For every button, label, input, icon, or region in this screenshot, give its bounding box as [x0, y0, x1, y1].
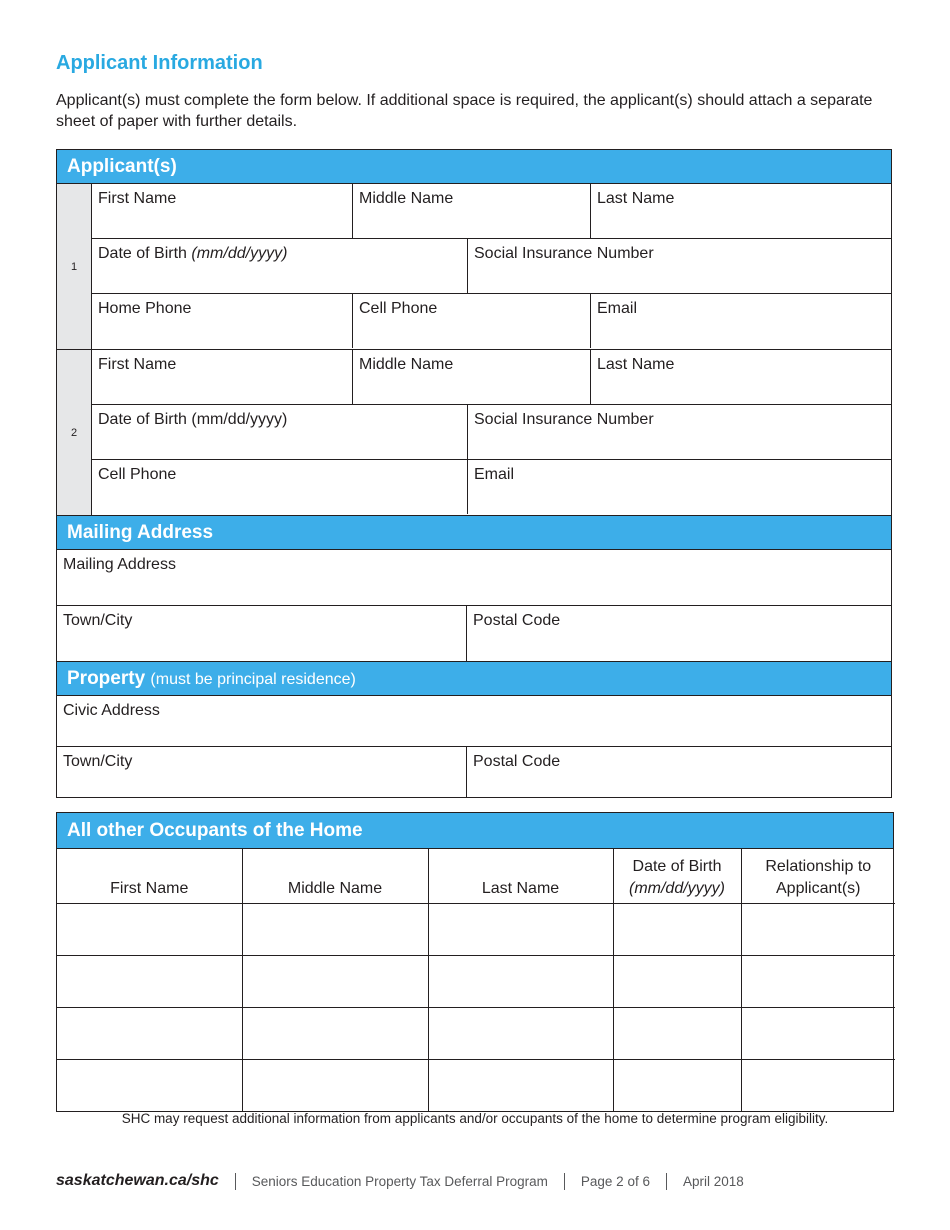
- occupant-middle-name-cell[interactable]: [242, 955, 428, 1007]
- table-row: [57, 1059, 895, 1111]
- occupant-middle-name-cell[interactable]: [242, 1007, 428, 1059]
- occupant-relationship-cell[interactable]: [741, 903, 895, 955]
- mailing-postal-code-field[interactable]: Postal Code: [473, 612, 561, 629]
- col-relationship: Relationship to Applicant(s): [741, 849, 895, 903]
- applicant-group-2: [57, 350, 891, 516]
- middle-name-field[interactable]: Middle Name: [353, 184, 591, 238]
- occupant-dob-cell[interactable]: [613, 903, 741, 955]
- occupant-first-name-cell[interactable]: [57, 903, 242, 955]
- footer-page-number: Page 2 of 6: [580, 1173, 650, 1189]
- occupant-last-name-cell[interactable]: [428, 903, 613, 955]
- cell-phone-field[interactable]: Cell Phone: [92, 460, 468, 514]
- date-of-birth-field[interactable]: Date of Birth (mm/dd/yyyy): [92, 239, 468, 293]
- table-row: [57, 903, 895, 955]
- footer-date: April 2018: [682, 1173, 744, 1189]
- middle-name-field[interactable]: Middle Name: [353, 350, 591, 404]
- page-footer: [56, 1172, 744, 1190]
- first-name-field[interactable]: First Name: [92, 184, 353, 238]
- sin-field[interactable]: Social Insurance Number: [474, 245, 654, 262]
- sin-field[interactable]: Social Insurance Number: [474, 411, 654, 428]
- occupant-dob-cell[interactable]: [613, 1007, 741, 1059]
- col-first-name: First Name: [57, 849, 242, 903]
- intro-text: Applicant(s) must complete the form below. If additional space is required, the applicant(s) should attach a separate sheet of paper with further details.: [56, 92, 873, 130]
- table-row: [57, 1007, 895, 1059]
- mailing-address-field[interactable]: Mailing Address: [63, 556, 176, 573]
- occupant-last-name-cell[interactable]: [428, 1007, 613, 1059]
- footer-divider: [235, 1173, 236, 1190]
- email-field[interactable]: Email: [474, 466, 515, 483]
- col-last-name: Last Name: [428, 849, 613, 903]
- occupant-first-name-cell[interactable]: [57, 1007, 242, 1059]
- occupant-relationship-cell[interactable]: [741, 1059, 895, 1111]
- date-of-birth-field[interactable]: Date of Birth (mm/dd/yyyy): [92, 405, 468, 459]
- mailing-address-header: Mailing Address: [57, 516, 891, 550]
- applicants-header: Applicant(s): [57, 150, 891, 184]
- occupant-dob-cell[interactable]: [613, 955, 741, 1007]
- occupant-last-name-cell[interactable]: [428, 1059, 613, 1111]
- applicant-group-1: [57, 184, 891, 350]
- property-note: (must be principal residence): [150, 671, 356, 688]
- footer-divider: [666, 1173, 667, 1190]
- email-field[interactable]: Email: [597, 300, 638, 317]
- occupants-header: All other Occupants of the Home: [57, 813, 893, 849]
- footer-divider: [564, 1173, 565, 1190]
- civic-address-field[interactable]: Civic Address: [63, 702, 160, 719]
- mailing-town-field[interactable]: Town/City: [57, 606, 467, 661]
- page-title: Applicant Information: [56, 52, 263, 74]
- col-middle-name: Middle Name: [242, 849, 428, 903]
- occupant-relationship-cell[interactable]: [741, 955, 895, 1007]
- occupants-header-row: [57, 849, 895, 903]
- cell-phone-field[interactable]: Cell Phone: [353, 294, 591, 348]
- applicant-number: 2: [57, 350, 92, 515]
- first-name-field[interactable]: First Name: [92, 350, 353, 404]
- occupants-block: [56, 812, 894, 1112]
- occupants-table: [57, 849, 895, 1111]
- occupant-relationship-cell[interactable]: [741, 1007, 895, 1059]
- table-row: [57, 955, 895, 1007]
- home-phone-field[interactable]: Home Phone: [92, 294, 353, 348]
- eligibility-disclaimer: SHC may request additional information from applicants and/or occupants of the home to determine program eligibility.: [121, 1111, 829, 1126]
- col-date-of-birth: Date of Birth (mm/dd/yyyy): [613, 849, 741, 903]
- occupant-dob-cell[interactable]: [613, 1059, 741, 1111]
- applicant-number: 1: [57, 184, 92, 349]
- last-name-field[interactable]: Last Name: [597, 356, 675, 373]
- occupant-middle-name-cell[interactable]: [242, 1059, 428, 1111]
- property-header: Property (must be principal residence): [57, 662, 891, 696]
- footer-url: saskatchewan.ca/shc: [56, 1172, 219, 1189]
- applicant-form: [56, 149, 892, 798]
- occupant-middle-name-cell[interactable]: [242, 903, 428, 955]
- occupant-last-name-cell[interactable]: [428, 955, 613, 1007]
- footer-program-name: Seniors Education Property Tax Deferral Program: [251, 1173, 548, 1189]
- last-name-field[interactable]: Last Name: [597, 190, 675, 207]
- occupant-first-name-cell[interactable]: [57, 955, 242, 1007]
- property-town-field[interactable]: Town/City: [57, 747, 467, 797]
- property-postal-code-field[interactable]: Postal Code: [473, 753, 561, 770]
- occupant-first-name-cell[interactable]: [57, 1059, 242, 1111]
